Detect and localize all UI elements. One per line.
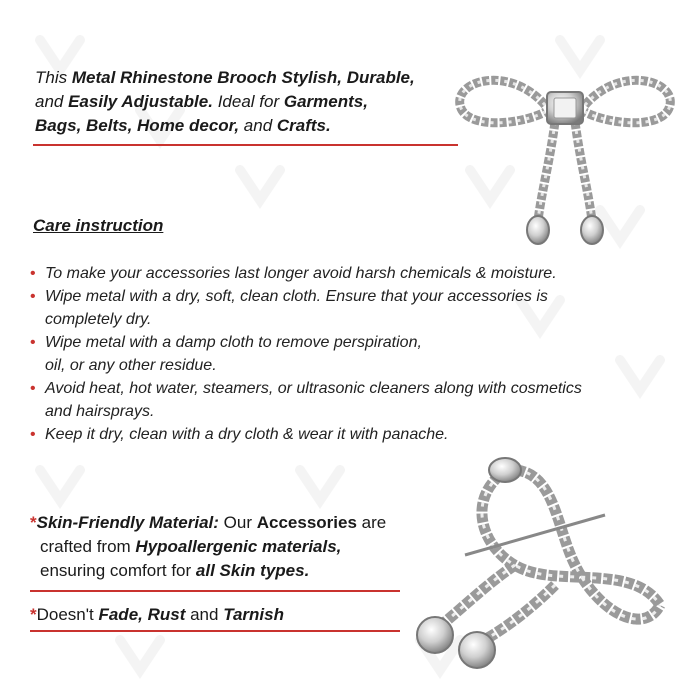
care-item-line-2: completely dry. <box>45 311 152 328</box>
asterisk-icon: * <box>30 513 37 532</box>
fade-divider <box>30 630 400 632</box>
intro-text-1: This <box>35 68 72 87</box>
intro-text-4: and <box>239 116 277 135</box>
bullet-icon: • <box>30 334 36 351</box>
bullet-icon: • <box>30 288 36 305</box>
care-item-line: Wipe metal with a dry, soft, clean cloth. Ensure that your accessories is <box>45 288 548 305</box>
bullet-icon: • <box>30 380 36 397</box>
fade-bold-2: Tarnish <box>223 605 284 624</box>
care-item-line-2: and hairsprays. <box>45 403 155 420</box>
skin-text-4: ensuring comfort for <box>40 561 196 580</box>
care-item-line: Avoid heat, hot water, steamers, or ultrasonic cleaners along with cosmetics <box>45 380 582 397</box>
skin-friendly-paragraph <box>30 511 430 583</box>
intro-bold-2: Easily Adjustable. <box>68 92 213 111</box>
care-item-line: Wipe metal with a damp cloth to remove perspiration, <box>45 334 422 351</box>
list-item <box>30 423 680 446</box>
bullet-icon: • <box>30 265 36 282</box>
fade-bold-1: Fade, Rust <box>98 605 186 624</box>
intro-bold-1: Metal Rhinestone Brooch Stylish, Durable, <box>71 68 415 87</box>
skin-text-3: crafted from <box>40 537 136 556</box>
list-item <box>30 285 680 331</box>
intro-bold-4: Bags, Belts, Home decor, <box>35 116 240 135</box>
list-item <box>30 377 680 423</box>
skin-bold-3: all Skin types. <box>195 561 310 580</box>
fade-text-1: Doesn't <box>36 605 99 624</box>
fade-rust-line <box>30 605 284 625</box>
rhinestone-bow-brooch-front-image <box>450 70 680 255</box>
skin-bold-2: Hypoallergenic materials, <box>135 537 342 556</box>
fade-text-2: and <box>185 605 224 624</box>
list-item <box>30 262 680 285</box>
intro-bold-3: Garments, <box>283 92 368 111</box>
skin-divider <box>30 590 400 592</box>
asterisk-icon: * <box>30 605 37 624</box>
care-item-line: Keep it dry, clean with a dry cloth & wear it with panache. <box>45 426 449 443</box>
care-instruction-title: Care instruction <box>33 216 164 235</box>
intro-bold-5: Crafts. <box>276 116 331 135</box>
rhinestone-bow-brooch-back-image <box>405 445 695 685</box>
bullet-icon: • <box>30 426 36 443</box>
care-instruction-list <box>30 262 680 446</box>
list-item <box>30 331 680 377</box>
skin-friendly-label: Skin-Friendly Material: <box>36 513 219 532</box>
skin-bold-1: Accessories <box>256 513 357 532</box>
care-item-line: To make your accessories last longer avoid harsh chemicals & moisture. <box>45 265 557 282</box>
intro-paragraph <box>35 66 455 138</box>
intro-divider <box>33 144 458 146</box>
care-item-line-2: oil, or any other residue. <box>45 357 217 374</box>
skin-text-2: are <box>356 513 387 532</box>
skin-text-1: Our <box>218 513 257 532</box>
intro-text-2: and <box>35 92 69 111</box>
intro-text-3: Ideal for <box>212 92 284 111</box>
